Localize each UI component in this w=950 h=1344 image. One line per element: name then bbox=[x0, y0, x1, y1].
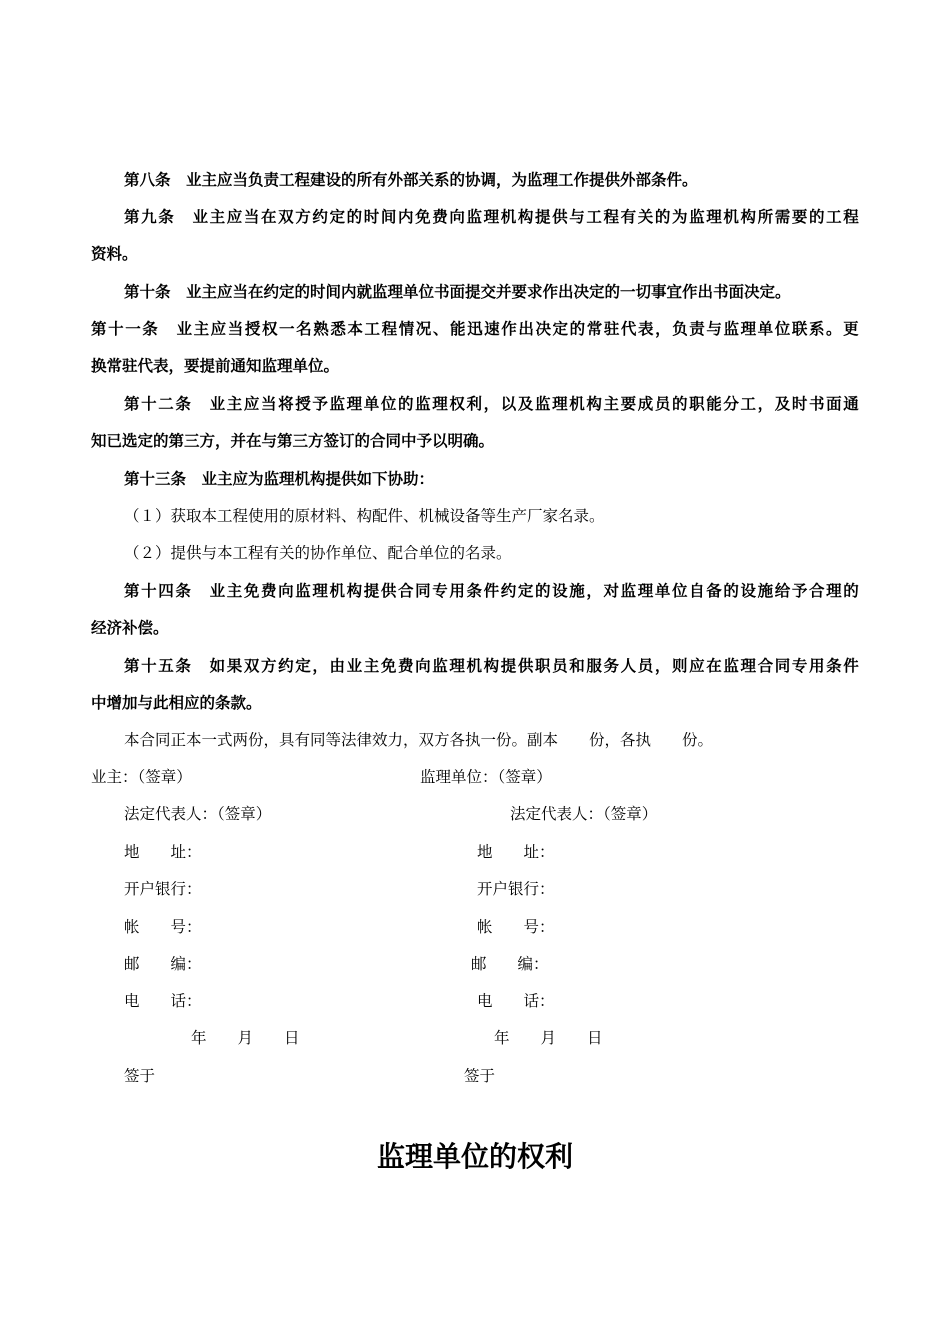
article-13-item-1: （１）获取本工程使用的原材料、构配件、机械设备等生产厂家名录。 bbox=[124, 507, 605, 525]
article-13-item-2: （２）提供与本工程有关的协作单位、配合单位的名录。 bbox=[124, 544, 512, 562]
right-bank: 开户银行： bbox=[477, 880, 555, 898]
left-party: 业主：（签章） bbox=[91, 768, 192, 786]
right-address: 地 址： bbox=[477, 843, 555, 861]
left-postcode: 邮 编： bbox=[124, 955, 202, 973]
right-date: 年 月 日 bbox=[494, 1029, 603, 1047]
left-signed-at: 签于 bbox=[124, 1067, 156, 1085]
article-12-line2: 知已选定的第三方，并在与第三方签订的合同中予以明确。 bbox=[91, 431, 495, 450]
article-8: 第八条 业主应当负责工程建设的所有外部关系的协调，为监理工作提供外部条件。 bbox=[124, 170, 698, 189]
left-address: 地 址： bbox=[124, 843, 202, 861]
article-11-line2: 换常驻代表，要提前通知监理单位。 bbox=[91, 356, 340, 375]
article-14-line2: 经济补偿。 bbox=[91, 618, 169, 637]
article-10: 第十条 业主应当在约定的时间内就监理单位书面提交并要求作出决定的一切事宜作出书面决定。 bbox=[124, 282, 791, 301]
section-title: 监理单位的权利 bbox=[376, 1140, 573, 1173]
right-signed-at: 签于 bbox=[464, 1067, 496, 1085]
right-legal-rep: 法定代表人：（签章） bbox=[510, 805, 658, 823]
article-9-line1: 第 九 条 业 主 应 当 在 双 方 约 定 的 时 间 内 免 费 向 监 理 机 构 提 供 与 工 程 有 关 的 为 监 理 机 构 所 需 要 的 工 程 bbox=[124, 207, 859, 226]
left-bank: 开户银行： bbox=[124, 880, 202, 898]
right-phone: 电 话： bbox=[477, 992, 555, 1010]
article-9-line2: 资料。 bbox=[91, 244, 138, 263]
article-12-line1: 第 十 二 条 业 主 应 当 将 授 予 监 理 单 位 的 监 理 权 利 ， 以 及 监 理 机 构 主 要 成 员 的 职 能 分 工 ， 及 时 书 面 通 bbox=[124, 394, 859, 413]
article-11-line1: 第 十 一 条 业 主 应 当 授 权 一 名 熟 悉 本 工 程 情 况 、 能 迅 速 作 出 决 定 的 常 驻 代 表 ， 负 责 与 监 理 单 位 联 系 。 更 bbox=[91, 319, 859, 338]
right-account: 帐 号： bbox=[477, 918, 555, 936]
article-15-line2: 中增加与此相应的条款。 bbox=[91, 693, 262, 712]
left-account: 帐 号： bbox=[124, 918, 202, 936]
article-15-line1: 第 十 五 条 如 果 双 方 约 定 ， 由 业 主 免 费 向 监 理 机 构 提 供 职 员 和 服 务 人 员 ， 则 应 在 监 理 合 同 专 用 条 件 bbox=[124, 656, 859, 675]
right-party: 监理单位：（签章） bbox=[420, 768, 552, 786]
left-legal-rep: 法定代表人：（签章） bbox=[124, 805, 272, 823]
copies-clause: 本合同正本一式两份，具有同等法律效力，双方各执一份。副本 份，各执 份。 bbox=[124, 731, 714, 749]
left-date: 年 月 日 bbox=[191, 1029, 300, 1047]
left-phone: 电 话： bbox=[124, 992, 202, 1010]
article-14-line1: 第 十 四 条 业 主 免 费 向 监 理 机 构 提 供 合 同 专 用 条 件 约 定 的 设 施 ， 对 监 理 单 位 自 备 的 设 施 给 予 合 理 的 bbox=[124, 581, 859, 600]
right-postcode: 邮 编： bbox=[471, 955, 549, 973]
article-13: 第十三条 业主应为监理机构提供如下协助： bbox=[124, 469, 435, 488]
